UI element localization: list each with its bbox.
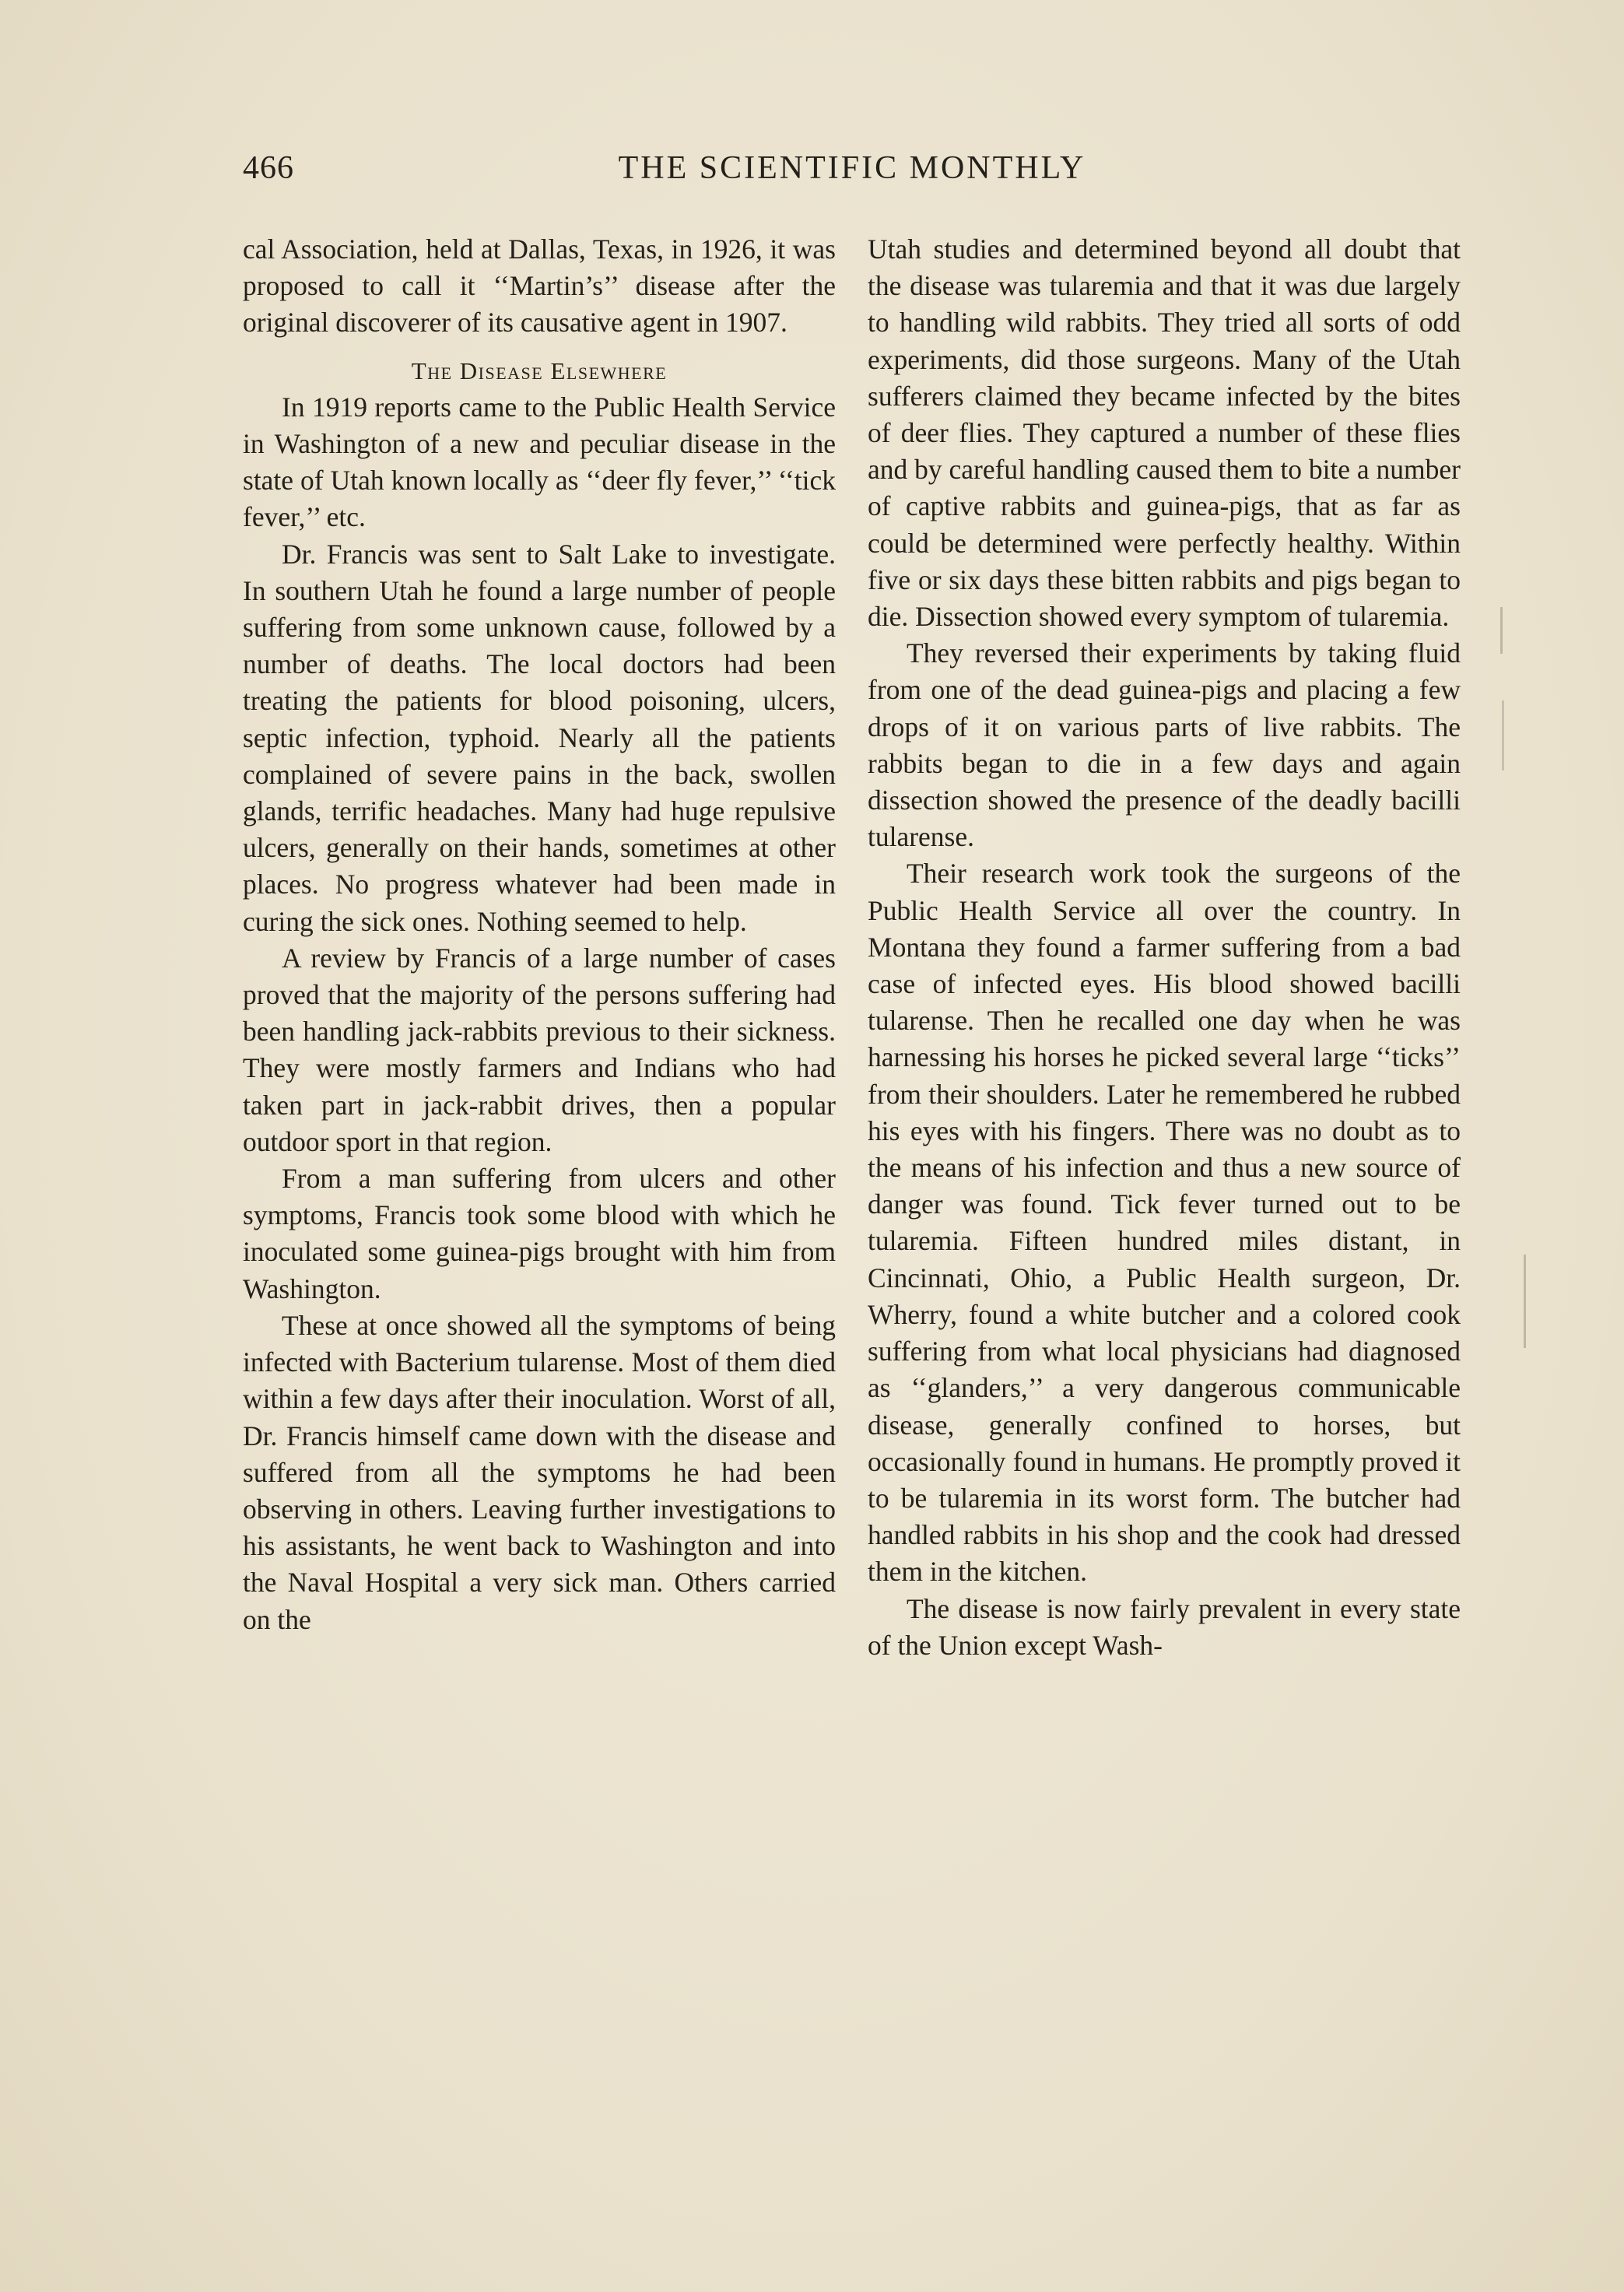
paragraph: From a man suffering from ulcers and other symptoms, Francis took some blood with which he inoculated some guinea-pigs brought with him from Washington. (243, 1163, 836, 1304)
right-column (868, 231, 1461, 1664)
page-number: 466 (243, 150, 294, 186)
paragraph: These at once showed all the symptoms of being infected with Bacterium tularense. Most of them died within a few days after their inoculation. Worst of all, Dr. Francis himself came down with the disease and suffered from all the symptoms he had been observing in others. Leaving further investigations to his assistants, he went back to Washington and into the Naval Hospital a very sick man. Others carried on the (243, 1309, 836, 1635)
paragraph: Their research work took the surgeons of the Public Health Service all over the country. In Montana they found a farmer suffering from a bad case of infected eyes. His blood showed bacilli tularense. Then he recalled one day when he was harnessing his horses he picked several large ‘‘ticks’’ from their shoulders. Later he remembered he rubbed his eyes with his fingers. There was no doubt as to the means of his infection and thus a new source of danger was found. Tick fever turned out to be tularemia. Fifteen hundred miles distant, in Cincinnati, Ohio, a Public Health surgeon, Dr. Wherry, found a white butcher and a colored cook suffering from what local physicians had diagnosed as ‘‘glanders,’’ a very dangerous communicable disease, generally confined to horses, but occasionally found in humans. He promptly proved it to be tularemia in its worst form. The butcher had handled rabbits in his shop and the cook had dressed them in the kitchen. (868, 858, 1461, 1588)
margin-mark (1500, 607, 1503, 654)
section-heading: The Disease Elsewhere (411, 356, 668, 384)
margin-mark (1502, 700, 1504, 770)
paragraph: Dr. Francis was sent to Salt Lake to investigate. In southern Utah he found a large number of people suffering from some unknown cause, followed by a number of deaths. The local doctors had been treating the patients for blood poisoning, ulcers, septic infection, typhoid. Nearly all the patients complained of severe pains in the back, swollen glands, terrific headaches. Many had huge repulsive ulcers, generally on their hands, sometimes at other places. No progress whatever had been made in curing the sick ones. Nothing seemed to help. (243, 538, 836, 937)
paragraph: In 1919 reports came to the Public Health Service in Washington of a new and peculiar disease in the state of Utah known locally as ‘‘deer fly fever,’’ ‘‘tick fever,’’ etc. (243, 391, 836, 533)
running-title: THE SCIENTIFIC MONTHLY (618, 150, 1086, 186)
paragraph: They reversed their experiments by taking fluid from one of the dead guinea-pigs and placing a few drops of it on various parts of live rabbits. The rabbits began to die in a few days and again dissection showed the presence of the deadly bacilli tularense. (868, 637, 1461, 853)
paragraph: cal Association, held at Dallas, Texas, in 1926, it was proposed to call it ‘‘Martin’s’’ disease after the original discoverer of its causative agent in 1907. (243, 233, 836, 339)
paragraph: The disease is now fairly prevalent in every state of the Union except Wash- (868, 1592, 1461, 1661)
page-header (243, 149, 1461, 196)
paragraph: Utah studies and determined beyond all doubt that the disease was tularemia and that it was due largely to handling wild rabbits. They tried all sorts of odd experiments, did those surgeons. Many of the Utah sufferers claimed they became infected by the bites of deer flies. They captured a number of these flies and by careful handling caused them to bite a number of captive rabbits and guinea-pigs, that as far as could be determined were perfectly healthy. Within five or six days these bitten rabbits and pigs began to die. Dissection showed every symptom of tularemia. (868, 233, 1461, 633)
paragraph: A review by Francis of a large number of cases proved that the majority of the persons suffering had been handling jack-rabbits previous to their sickness. They were mostly farmers and Indians who had taken part in jack-rabbit drives, then a popular outdoor sport in that region. (243, 942, 836, 1157)
left-column (243, 231, 836, 1638)
margin-mark (1524, 1255, 1526, 1348)
